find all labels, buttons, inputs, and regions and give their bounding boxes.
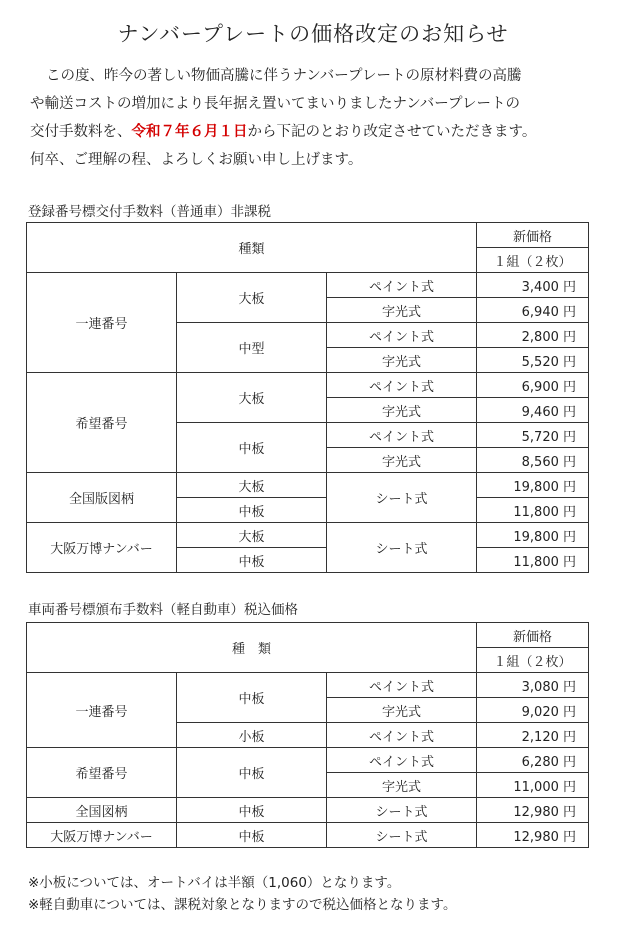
price-cell: 9,020 円 [477,698,589,723]
intro-line-2: や輸送コストの増加により長年据え置いてまいりましたナンバープレートの [30,96,520,112]
size-cell: 中板 [177,423,327,473]
intro-paragraph [30,62,610,174]
standard-car-fee-table [26,222,589,573]
category-cell: 一連番号 [27,673,177,748]
header-new-price: 新価格 [477,623,589,648]
table-row [27,373,589,398]
type-cell: ペイント式 [327,373,477,398]
price-cell: 3,400 円 [477,273,589,298]
table-row [27,823,589,848]
type-cell: シート式 [327,523,477,573]
size-cell: 小板 [177,723,327,748]
table-row [27,523,589,548]
category-cell: 大阪万博ナンバー [27,823,177,848]
price-cell: 2,120 円 [477,723,589,748]
table-row [27,223,589,248]
price-cell: 2,800 円 [477,323,589,348]
type-cell: ペイント式 [327,723,477,748]
price-cell: 19,800 円 [477,473,589,498]
table-row [27,623,589,648]
intro-line-3 [30,118,610,146]
category-cell: 全国版図柄 [27,473,177,523]
size-cell: 大板 [177,373,327,423]
size-cell: 大板 [177,273,327,323]
intro-line-3-post: から下記のとおり改定させていただきます。 [247,124,537,140]
header-new-price: 新価格 [477,223,589,248]
header-kind: 種類 [27,223,477,273]
type-cell: ペイント式 [327,748,477,773]
table-row [27,273,589,298]
price-cell: 6,900 円 [477,373,589,398]
price-cell: 8,560 円 [477,448,589,473]
type-cell: 字光式 [327,698,477,723]
page-title: ナンバープレートの価格改定のお知らせ [117,22,509,46]
type-cell: 字光式 [327,298,477,323]
footnote-1: ※小板については、オートバイは半額（1,060）となります。 [28,875,401,891]
table-row [27,798,589,823]
type-cell: ペイント式 [327,423,477,448]
intro-line-3-pre: 交付手数料を、 [30,124,132,140]
kei-car-fee-table [26,622,589,848]
table-row [27,673,589,698]
effective-date: 令和７年６月１日 [131,124,248,140]
size-cell: 中板 [177,798,327,823]
table1-caption: 登録番号標交付手数料（普通車）非課税 [28,204,271,220]
category-cell: 希望番号 [27,373,177,473]
category-cell: 希望番号 [27,748,177,798]
size-cell: 中板 [177,548,327,573]
size-cell: 中板 [177,823,327,848]
type-cell: ペイント式 [327,673,477,698]
type-cell: ペイント式 [327,273,477,298]
price-cell: 19,800 円 [477,523,589,548]
footnotes [28,872,456,916]
type-cell: シート式 [327,473,477,523]
price-cell: 12,980 円 [477,798,589,823]
size-cell: 中板 [177,673,327,723]
table-row [27,748,589,773]
price-cell: 6,280 円 [477,748,589,773]
price-cell: 12,980 円 [477,823,589,848]
table-row [27,473,589,498]
intro-line-4: 何卒、ご理解の程、よろしくお願い申し上げます。 [30,152,363,168]
footnote-2: ※軽自動車については、課税対象となりますので税込価格となります。 [28,897,457,913]
type-cell: 字光式 [327,398,477,423]
price-cell: 6,940 円 [477,298,589,323]
intro-line-1: この度、昨今の著しい物価高騰に伴うナンバープレートの原材料費の高騰 [46,68,522,84]
table2-caption: 車両番号標頒布手数料（軽自動車）税込価格 [28,602,298,618]
price-cell: 3,080 円 [477,673,589,698]
type-cell: 字光式 [327,448,477,473]
category-cell: 大阪万博ナンバー [27,523,177,573]
price-cell: 11,800 円 [477,548,589,573]
price-cell: 11,800 円 [477,498,589,523]
size-cell: 中板 [177,748,327,798]
category-cell: 全国図柄 [27,798,177,823]
type-cell: シート式 [327,798,477,823]
price-cell: 9,460 円 [477,398,589,423]
size-cell: 大板 [177,473,327,498]
category-cell: 一連番号 [27,273,177,373]
type-cell: 字光式 [327,348,477,373]
type-cell: シート式 [327,823,477,848]
size-cell: 中板 [177,498,327,523]
header-kind: 種 類 [27,623,477,673]
header-unit: １組（２枚） [477,648,589,673]
header-unit: １組（２枚） [477,248,589,273]
size-cell: 大板 [177,523,327,548]
type-cell: 字光式 [327,773,477,798]
price-cell: 5,520 円 [477,348,589,373]
type-cell: ペイント式 [327,323,477,348]
size-cell: 中型 [177,323,327,373]
price-cell: 5,720 円 [477,423,589,448]
price-cell: 11,000 円 [477,773,589,798]
